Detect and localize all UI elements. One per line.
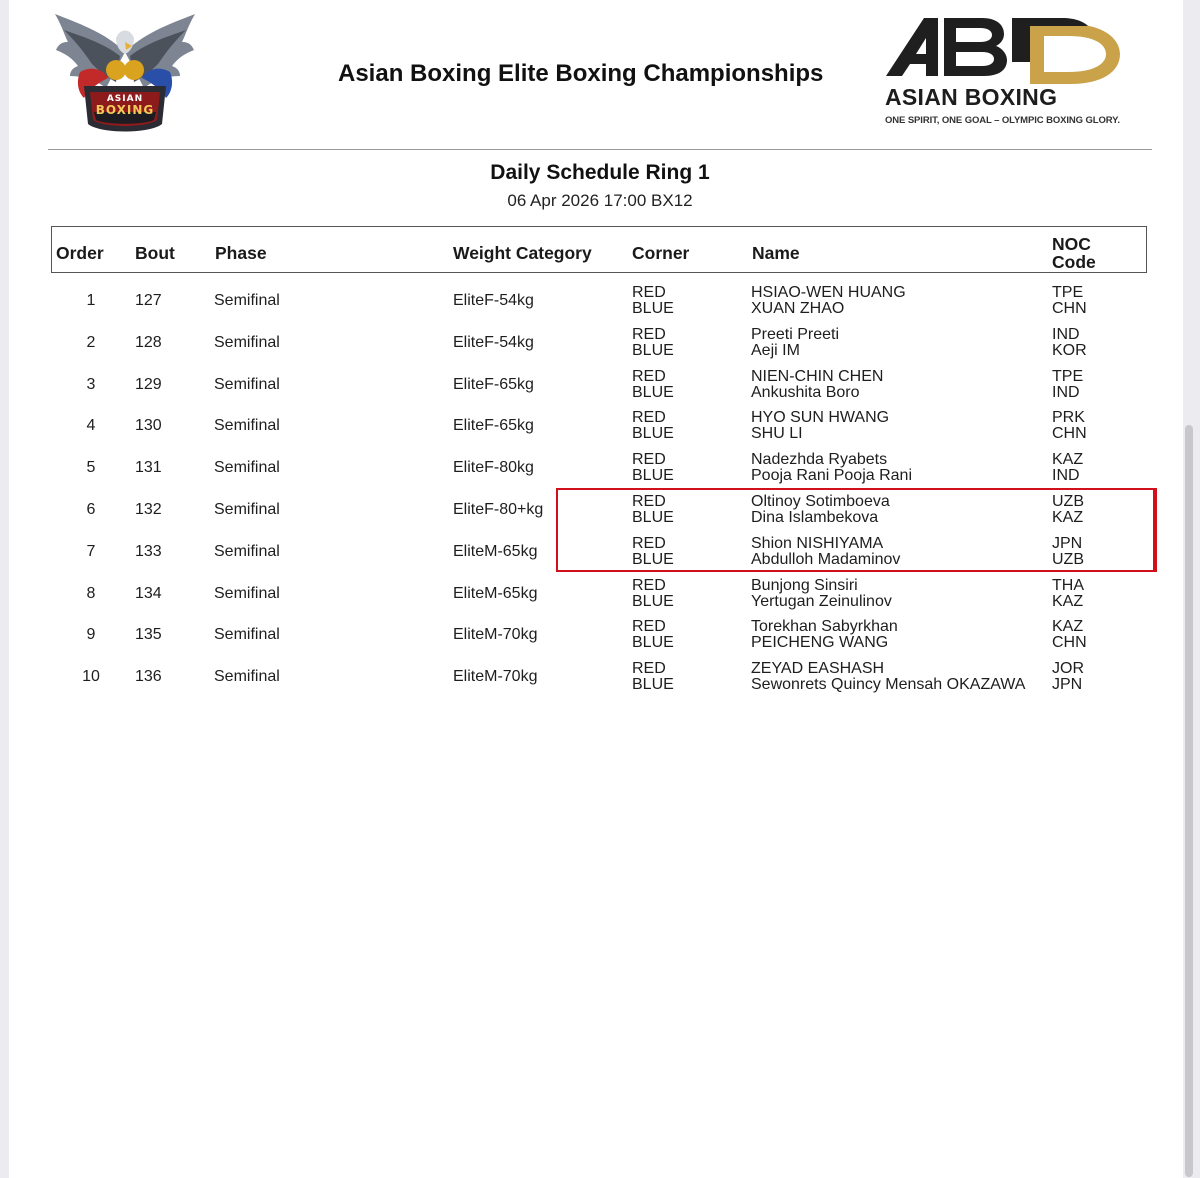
cell-corner-red: RED [632, 409, 666, 427]
cell-bout: 135 [135, 626, 162, 644]
cell-weight-category: EliteF-80kg [453, 459, 534, 477]
cell-noc-red: KAZ [1052, 618, 1084, 636]
cell-corner-red: RED [632, 576, 666, 594]
cell-noc-blue: UZB [1052, 550, 1084, 568]
cell-name-red: Nadezhda Ryabets [751, 451, 888, 469]
table-row [51, 409, 1147, 451]
cell-weight-category: EliteF-65kg [453, 375, 534, 393]
cell-order: 9 [86, 626, 96, 644]
cell-noc-blue: KAZ [1052, 509, 1084, 526]
cell-corner-blue: BLUE [632, 634, 674, 652]
cell-phase: Semifinal [214, 668, 280, 686]
cell-noc-blue: JPN [1052, 676, 1083, 694]
page-title: Asian Boxing Elite Boxing Championships [338, 60, 824, 87]
cell-noc-red: JPN [1052, 534, 1083, 552]
column-header-bout: Bout [135, 243, 175, 263]
cell-name-red: Oltinoy Sotimboeva [751, 493, 890, 510]
cell-bout: 127 [135, 292, 162, 309]
table-row [51, 660, 1147, 702]
cell-noc-red: IND [1052, 325, 1080, 343]
schedule-title: Daily Schedule Ring 1 [490, 161, 710, 184]
column-header-noc-code [1052, 235, 1096, 271]
cell-noc-blue: CHN [1052, 425, 1087, 443]
cell-bout: 129 [135, 375, 162, 393]
cell-weight-category: EliteF-54kg [453, 292, 534, 309]
cell-noc-red: TPE [1052, 367, 1084, 385]
cell-name-red: Preeti Preeti [751, 325, 840, 343]
cell-corner-blue: BLUE [632, 550, 674, 568]
table-row [51, 451, 1147, 493]
table-header [51, 226, 1147, 273]
column-header-noc-line2: Code [1052, 252, 1096, 272]
cell-name-blue: XUAN ZHAO [751, 300, 845, 317]
cell-weight-category: EliteM-70kg [453, 668, 538, 686]
cell-order: 1 [86, 292, 96, 309]
cell-name-red: Shion NISHIYAMA [751, 534, 884, 552]
cell-corner-red: RED [632, 451, 666, 469]
column-header-noc-line1: NOC [1052, 234, 1091, 254]
cell-name-blue: Yertugan Zeinulinov [751, 592, 892, 610]
table-row [51, 577, 1147, 619]
cell-weight-category: EliteF-80+kg [453, 501, 544, 518]
cell-corner-blue: BLUE [632, 300, 674, 317]
cell-order: 2 [86, 333, 96, 351]
cell-phase: Semifinal [214, 292, 280, 309]
cell-name-red: HSIAO-WEN HUANG [751, 284, 906, 301]
cell-phase: Semifinal [214, 375, 280, 393]
cell-bout: 131 [135, 459, 162, 477]
cell-bout: 136 [135, 668, 162, 686]
cell-order: 10 [82, 668, 100, 686]
table-row [51, 368, 1147, 410]
cell-phase: Semifinal [214, 626, 280, 644]
cell-order: 8 [86, 584, 96, 602]
cell-noc-red: KAZ [1052, 451, 1084, 469]
cell-bout: 133 [135, 542, 162, 560]
cell-name-blue: Abdulloh Madaminov [751, 550, 901, 568]
cell-order: 5 [86, 459, 96, 477]
cell-order: 3 [86, 375, 96, 393]
cell-corner-red: RED [632, 284, 666, 301]
cell-bout: 128 [135, 333, 162, 351]
cell-corner-blue: BLUE [632, 383, 674, 401]
cell-noc-red: UZB [1052, 493, 1084, 510]
cell-bout: 132 [135, 501, 162, 518]
cell-name-red: HYO SUN HWANG [751, 409, 890, 427]
cell-weight-category: EliteM-65kg [453, 584, 538, 602]
schedule-meta: 06 Apr 2026 17:00 BX12 [507, 191, 693, 210]
cell-phase: Semifinal [214, 333, 280, 351]
cell-phase: Semifinal [214, 501, 280, 518]
cell-noc-blue: KOR [1052, 341, 1087, 359]
cell-corner-red: RED [632, 325, 666, 343]
cell-noc-red: TPE [1052, 284, 1084, 301]
column-header-phase: Phase [215, 243, 267, 263]
cell-name-blue: Pooja Rani Pooja Rani [751, 467, 912, 485]
emblem-text-boxing: BOXING [95, 103, 155, 117]
emblem-text-asian: ASIAN [106, 94, 144, 104]
cell-name-red: Torekhan Sabyrkhan [751, 618, 898, 636]
vertical-scrollbar[interactable] [1185, 425, 1193, 1177]
header-divider [48, 149, 1152, 150]
cell-noc-blue: CHN [1052, 634, 1087, 652]
cell-corner-red: RED [632, 367, 666, 385]
cell-name-blue: Sewonrets Quincy Mensah OKAZAWA [751, 676, 1026, 694]
cell-noc-blue: CHN [1052, 300, 1087, 317]
cell-name-red: Bunjong Sinsiri [751, 576, 858, 594]
eagle-emblem-icon [50, 12, 200, 136]
cell-noc-red: PRK [1052, 409, 1085, 427]
brand-tagline: ONE SPIRIT, ONE GOAL – OLYMPIC BOXING GLORY. [885, 115, 1120, 126]
cell-phase: Semifinal [214, 459, 280, 477]
cell-phase: Semifinal [214, 542, 280, 560]
cell-noc-red: JOR [1052, 660, 1084, 678]
brand-name: ASIAN BOXING [885, 84, 1058, 110]
column-header-weight-category: Weight Category [453, 243, 592, 263]
cell-corner-blue: BLUE [632, 509, 674, 526]
cell-name-blue: SHU LI [751, 425, 803, 443]
cell-bout: 134 [135, 584, 162, 602]
table-row [51, 493, 1147, 535]
table-row [51, 618, 1147, 660]
table-row [51, 535, 1147, 577]
column-header-order: Order [56, 243, 104, 263]
cell-corner-blue: BLUE [632, 592, 674, 610]
cell-corner-blue: BLUE [632, 425, 674, 443]
championship-emblem [50, 12, 200, 136]
cell-corner-red: RED [632, 660, 666, 678]
cell-phase: Semifinal [214, 584, 280, 602]
cell-phase: Semifinal [214, 417, 280, 435]
table-row [51, 284, 1147, 326]
cell-weight-category: EliteM-70kg [453, 626, 538, 644]
cell-name-red: ZEYAD EASHASH [751, 660, 885, 678]
cell-weight-category: EliteM-65kg [453, 542, 538, 560]
cell-noc-blue: KAZ [1052, 592, 1084, 610]
column-header-corner: Corner [632, 243, 690, 263]
column-header-name: Name [752, 243, 800, 263]
cell-corner-red: RED [632, 534, 666, 552]
abd-monogram-icon [880, 14, 1130, 86]
cell-corner-red: RED [632, 618, 666, 636]
cell-order: 6 [86, 501, 96, 518]
cell-name-blue: Aeji IM [751, 341, 800, 359]
asian-boxing-logo [880, 14, 1130, 126]
cell-order: 4 [86, 417, 96, 435]
cell-name-blue: PEICHENG WANG [751, 634, 889, 652]
cell-corner-blue: BLUE [632, 341, 674, 359]
cell-bout: 130 [135, 417, 162, 435]
cell-corner-blue: BLUE [632, 676, 674, 694]
cell-name-red: NIEN-CHIN CHEN [751, 367, 884, 385]
cell-corner-blue: BLUE [632, 467, 674, 485]
cell-noc-blue: IND [1052, 383, 1080, 401]
cell-name-blue: Dina Islambekova [751, 509, 879, 526]
cell-order: 7 [86, 542, 96, 560]
cell-corner-red: RED [632, 493, 666, 510]
cell-weight-category: EliteF-54kg [453, 333, 534, 351]
cell-noc-blue: IND [1052, 467, 1080, 485]
cell-weight-category: EliteF-65kg [453, 417, 534, 435]
cell-name-blue: Ankushita Boro [751, 383, 860, 401]
table-row [51, 326, 1147, 368]
cell-noc-red: THA [1052, 576, 1084, 594]
